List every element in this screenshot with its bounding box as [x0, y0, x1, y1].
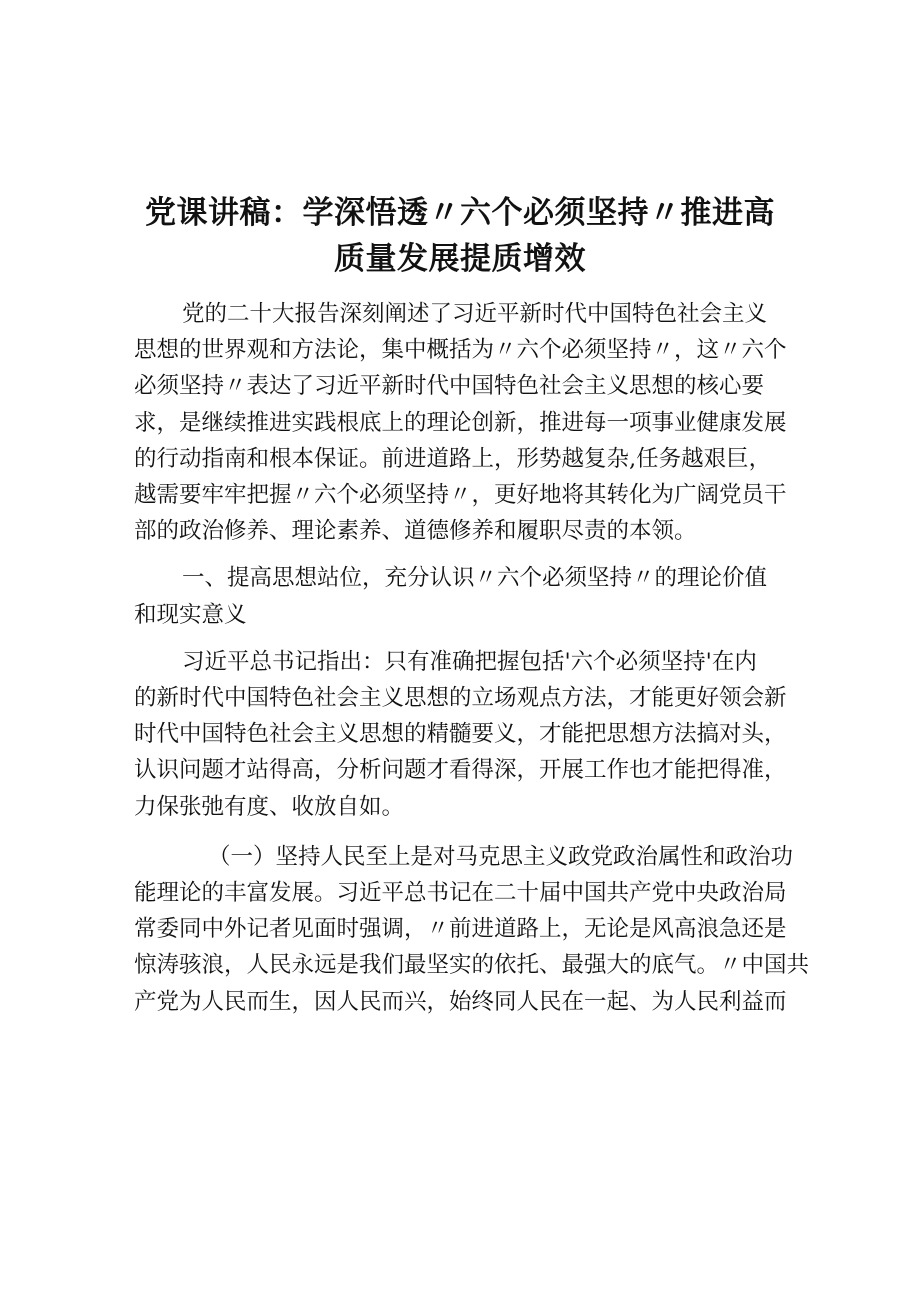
paragraph-line: 产党为人民而生，因人民而兴，始终同人民在一起、为人民利益而	[134, 988, 787, 1015]
paragraph-line: （一）坚持人民至上是对马克思主义政党政治属性和政治功	[208, 843, 794, 870]
heading-line: 和现实意义	[134, 601, 247, 628]
paragraph-line: 习近平总书记指出：只有准确把握包括'六个必须坚持'在内	[182, 648, 757, 675]
paragraph-line: 常委同中外记者见面时强调，〃前进道路上，无论是风高浪急还是	[134, 916, 787, 943]
paragraph-line: 力保张弛有度、收放自如。	[134, 793, 405, 820]
title-line-2: 质量发展提质增效	[334, 241, 586, 277]
paragraph-line: 思想的世界观和方法论，集中概括为〃六个必须坚持〃，这〃六个	[134, 337, 787, 364]
heading-line: 一、提高思想站位，充分认识〃六个必须坚持〃的理论价值	[182, 565, 768, 592]
paragraph-line: 能理论的丰富发展。习近平总书记在二十届中国共产党中央政治局	[134, 880, 787, 907]
paragraph-line: 惊涛骇浪，人民永远是我们最坚实的依托、最强大的底气。〃中国共	[134, 952, 810, 979]
intro-paragraph	[134, 296, 802, 549]
paragraph-line: 党的二十大报告深刻阐述了习近平新时代中国特色社会主义	[182, 301, 768, 327]
paragraph-line: 越需要牢牢把握〃六个必须坚持〃，更好地将其转化为广阔党员干	[134, 482, 787, 509]
paragraph-line: 的行动指南和根本保证。前进道路上，形势越复杂,任务越艰巨，	[134, 445, 772, 472]
paragraph-line: 的新时代中国特色社会主义思想的立场观点方法，才能更好领会新	[134, 685, 787, 712]
section-heading-1	[134, 560, 802, 632]
subsection-paragraph-1	[134, 839, 810, 1020]
paragraph-line: 部的政治修养、理论素养、道德修养和履职尽责的本领。	[134, 518, 697, 545]
document-body	[134, 296, 810, 1020]
paragraph-line: 认识问题才站得高，分析问题才看得深，开展工作也才能把得准，	[134, 757, 787, 784]
paragraph-line: 求，是继续推进实践根底上的理论创新，推进每一项事业健康发展	[134, 409, 787, 436]
document-title	[110, 190, 810, 282]
paragraph-line: 时代中国特色社会主义思想的精髓要义，才能把思想方法搞对头，	[134, 721, 787, 748]
paragraph-line: 必须坚持〃表达了习近平新时代中国特色社会主义思想的核心要	[134, 373, 765, 400]
title-line-1: 党课讲稿：学深悟透〃六个必须坚持〃推进高	[145, 195, 775, 231]
quote-paragraph	[134, 644, 802, 825]
